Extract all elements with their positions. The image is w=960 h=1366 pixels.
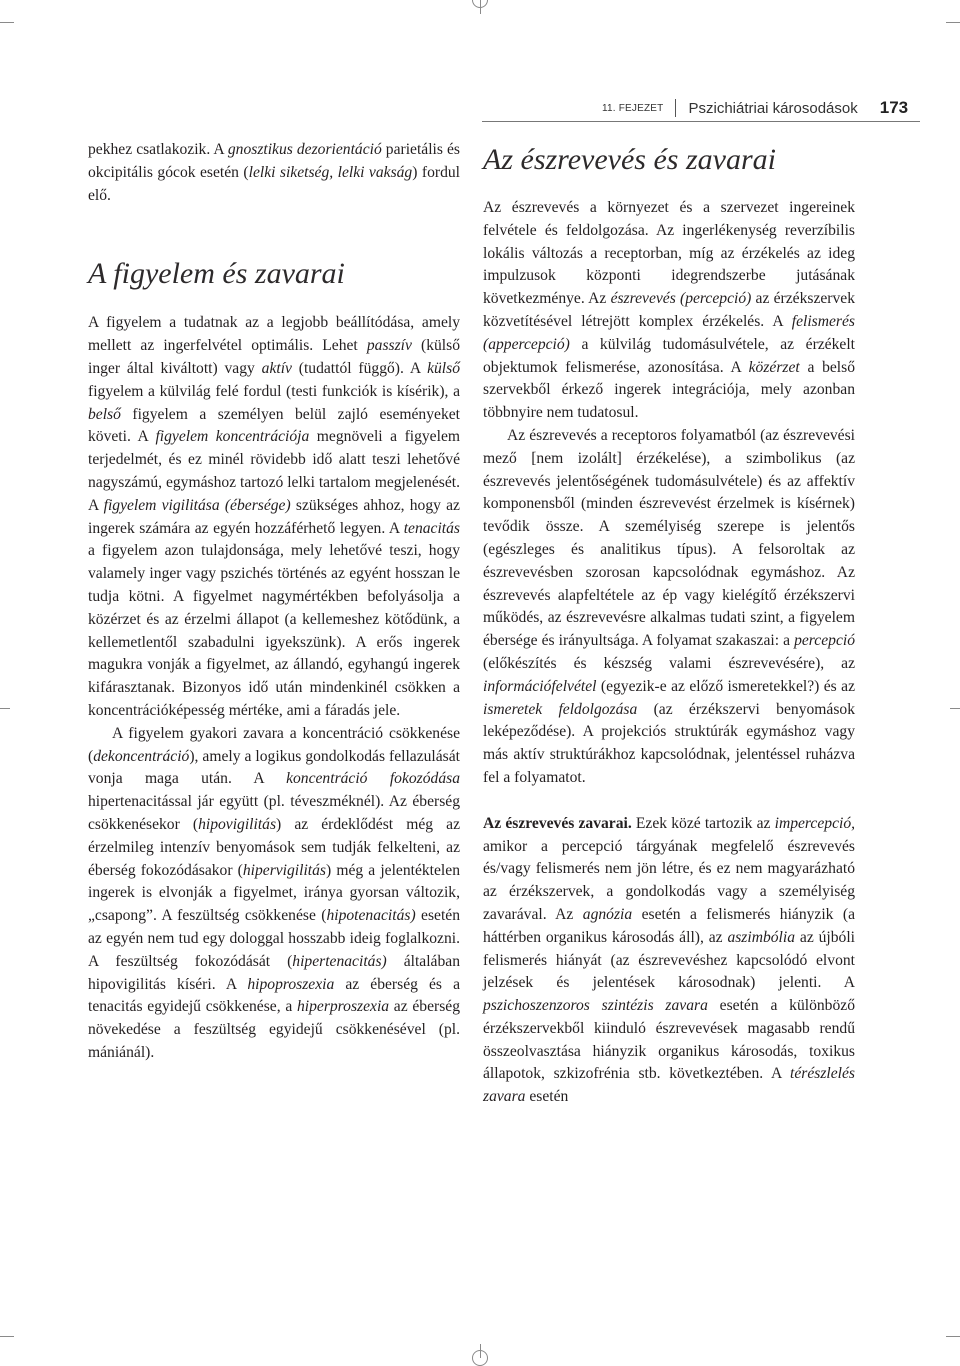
crop-mark — [950, 708, 960, 709]
crop-mark — [0, 1336, 14, 1337]
section-title-perception: Az észrevevés és zavarai — [483, 143, 776, 176]
header-divider — [675, 99, 676, 117]
paragraph: Az észrevevés zavarai. Ezek közé tartozik az impercepció, amikor a percepció tárgyának megfelelő észrevevés és/vagy felismerés nem jön létre, és ez nem magyarázható az érzékszervek, a gondolkodás vagy a személyiség zavarával. Az agnózia esetén a felismerés hiányzik (a háttérben organikus károsodás áll), az aszimbólia az újbóli felismerés hiányát (az észrevevéshez kapcsolódó elvont jelzések és jelentések károsodnak) jelenti. A pszichoszenzoros szintézis zavara esetén a különböző érzékszervekből kiinduló észrevevések magasabb rendű összeolvasztása hiányzik organikus károsodás, toxikus állapotok, szkizofrénia stb. következtében. A térészlelés zavara esetén — [483, 814, 856, 1106]
registration-mark-icon — [472, 1350, 488, 1366]
running-title: Pszichiátriai károsodások — [688, 99, 858, 117]
running-header — [602, 95, 908, 121]
intro-paragraph: pekhez csatlakozik. A gnosztikus dezorientáció parietális és okcipitális gócok esetén (lelki siketség, lelki vakság) fordul elő. — [88, 141, 460, 204]
page-number: 173 — [879, 98, 909, 117]
crop-mark — [946, 1336, 960, 1337]
section-title-attention: A figyelem és zavarai — [88, 257, 345, 291]
crop-mark — [0, 22, 14, 23]
paragraph: Az észrevevés a receptoros folyamatból (az észrevevési mező [nem izolált] érzékelése), a szimbolikus (az észrevevés jelentőségének tudomásulvétele) és az affektív komponensből (minden észrevevést érzelmek is kísérnek) tevődik össze. A személyiség szerepe is jelentős (egészleges és analitikus típus). A felsoroltak az észrevevésben szorosan kapcsolódnak egymáshoz. Az észrevevés alapfeltétele az ép vagy kielégítő érzékszervi működés, az észrevevésre alkalmas tudati szint, a figyelem ébersége és irányultsága. A folyamat szakaszai: a percepció (előkészítés és készség valami észrevevésére), az információfelvétel (egyezik-e az előző ismeretekkel?) és az ismeretek feldolgozása (az érzékszervi benyomások leképeződése). A projekciós struktúrák egymáshoz vagy más aktív struktúrákhoz kapcsolódnak, jelentéssel ruházva fel a folyamatot. — [483, 426, 855, 786]
crop-mark — [0, 708, 10, 709]
chapter-label: 11. FEJEZET — [602, 102, 664, 114]
paragraph: A figyelem a tudatnak az a legjobb beállítódása, amely mellett az ingerfelvétel optimális. Lehet passzív (külső inger által kiváltott) vagy aktív (tudattól függő). A külső figyelem a külvilág felé fordul (testi funkciók is kísérik), a belső figyelem a személyen belül zajló eseményeket követi. A figyelem koncentrációja megnöveli a figyelem terjedelmét, és ez minél rövidebb idő alatt teszi lehetővé nagyszámú, egymáshoz tartozó lelki tartalom megjelenését. A figyelem vigilitása (ébersége) szükséges ahhoz, hogy az ingerek számára az egyén hozzáférhető legyen. A tenacitás a figyelem azon tulajdonsága, mely lehetővé teszi, hogy valamely inger vagy pszichés történés az egyént hosszan le tudja kötni. A figyelmet nagymértékben befolyásolja a közérzet és az érzelmi állapot (a kellemeshez kötődünk, a kellemetlentől szabadulni igyekszünk). A erős ingerek magukra vonják a figyelmet, az állandó, egyhangú ingerek kifárasztanak. Bizonyos idő után mindenkinél csökken a koncentrációképesség mértéke, ami a fáradás jele. — [88, 314, 460, 719]
paragraph: Az észrevevés a környezet és a szervezet ingereinek felvétele és feldolgozása. Az ingerlékenység reverzíbilis lokális változás a receptorban, míg az érzékelés az ideg impulzusok központi idegrendszerbe jutásának következménye. Az észrevevés (percepció) az érzékszervek közvetítésével létrejött komplex érzékelés. A felismerés (appercepció) a külvilág tudomásulvétele, az érzékelt objektumok felismerése, azonosítása. A közérzet a belső szervekből érkező ingerek integrációja, mely azonban többnyire nem tudatosul. — [483, 199, 856, 422]
left-column — [88, 128, 460, 1065]
registration-mark-icon — [472, 0, 488, 8]
crop-mark — [946, 22, 960, 23]
right-column — [483, 128, 855, 1109]
paragraph: A figyelem gyakori zavara a koncentráció csökkenése (dekoncentráció), amely a logikus gondolkodás fellazulását vonja maga után. A koncentráció fokozódása hipertenacitással jár együtt (pl. téveszméknél). Az éberség csökkenésekor (hipovigilitás) az érdeklődést még az érzelmileg intenzív benyomások sem tudják felkelteni, az éberség fokozódásakor (hipervigilitás) még a jelentéktelen ingerek is elvonják a figyelmet, iránya gyorsan változik, „csapong”. A feszültség csökkenése (hipotenacitás) esetén az egyén nem tud egy dologgal hosszabb ideig foglalkozni. A feszültség fokozódását (hipertenacitás) általában hipovigilitás kíséri. A hipoproszexia az éberség és a tenacitás egyidejű csökkenése, a hiperproszexia az éberség növekedése a feszültség egyidejű csökkenésével (pl. mániánál). — [88, 724, 461, 1061]
header-rule — [482, 121, 920, 122]
